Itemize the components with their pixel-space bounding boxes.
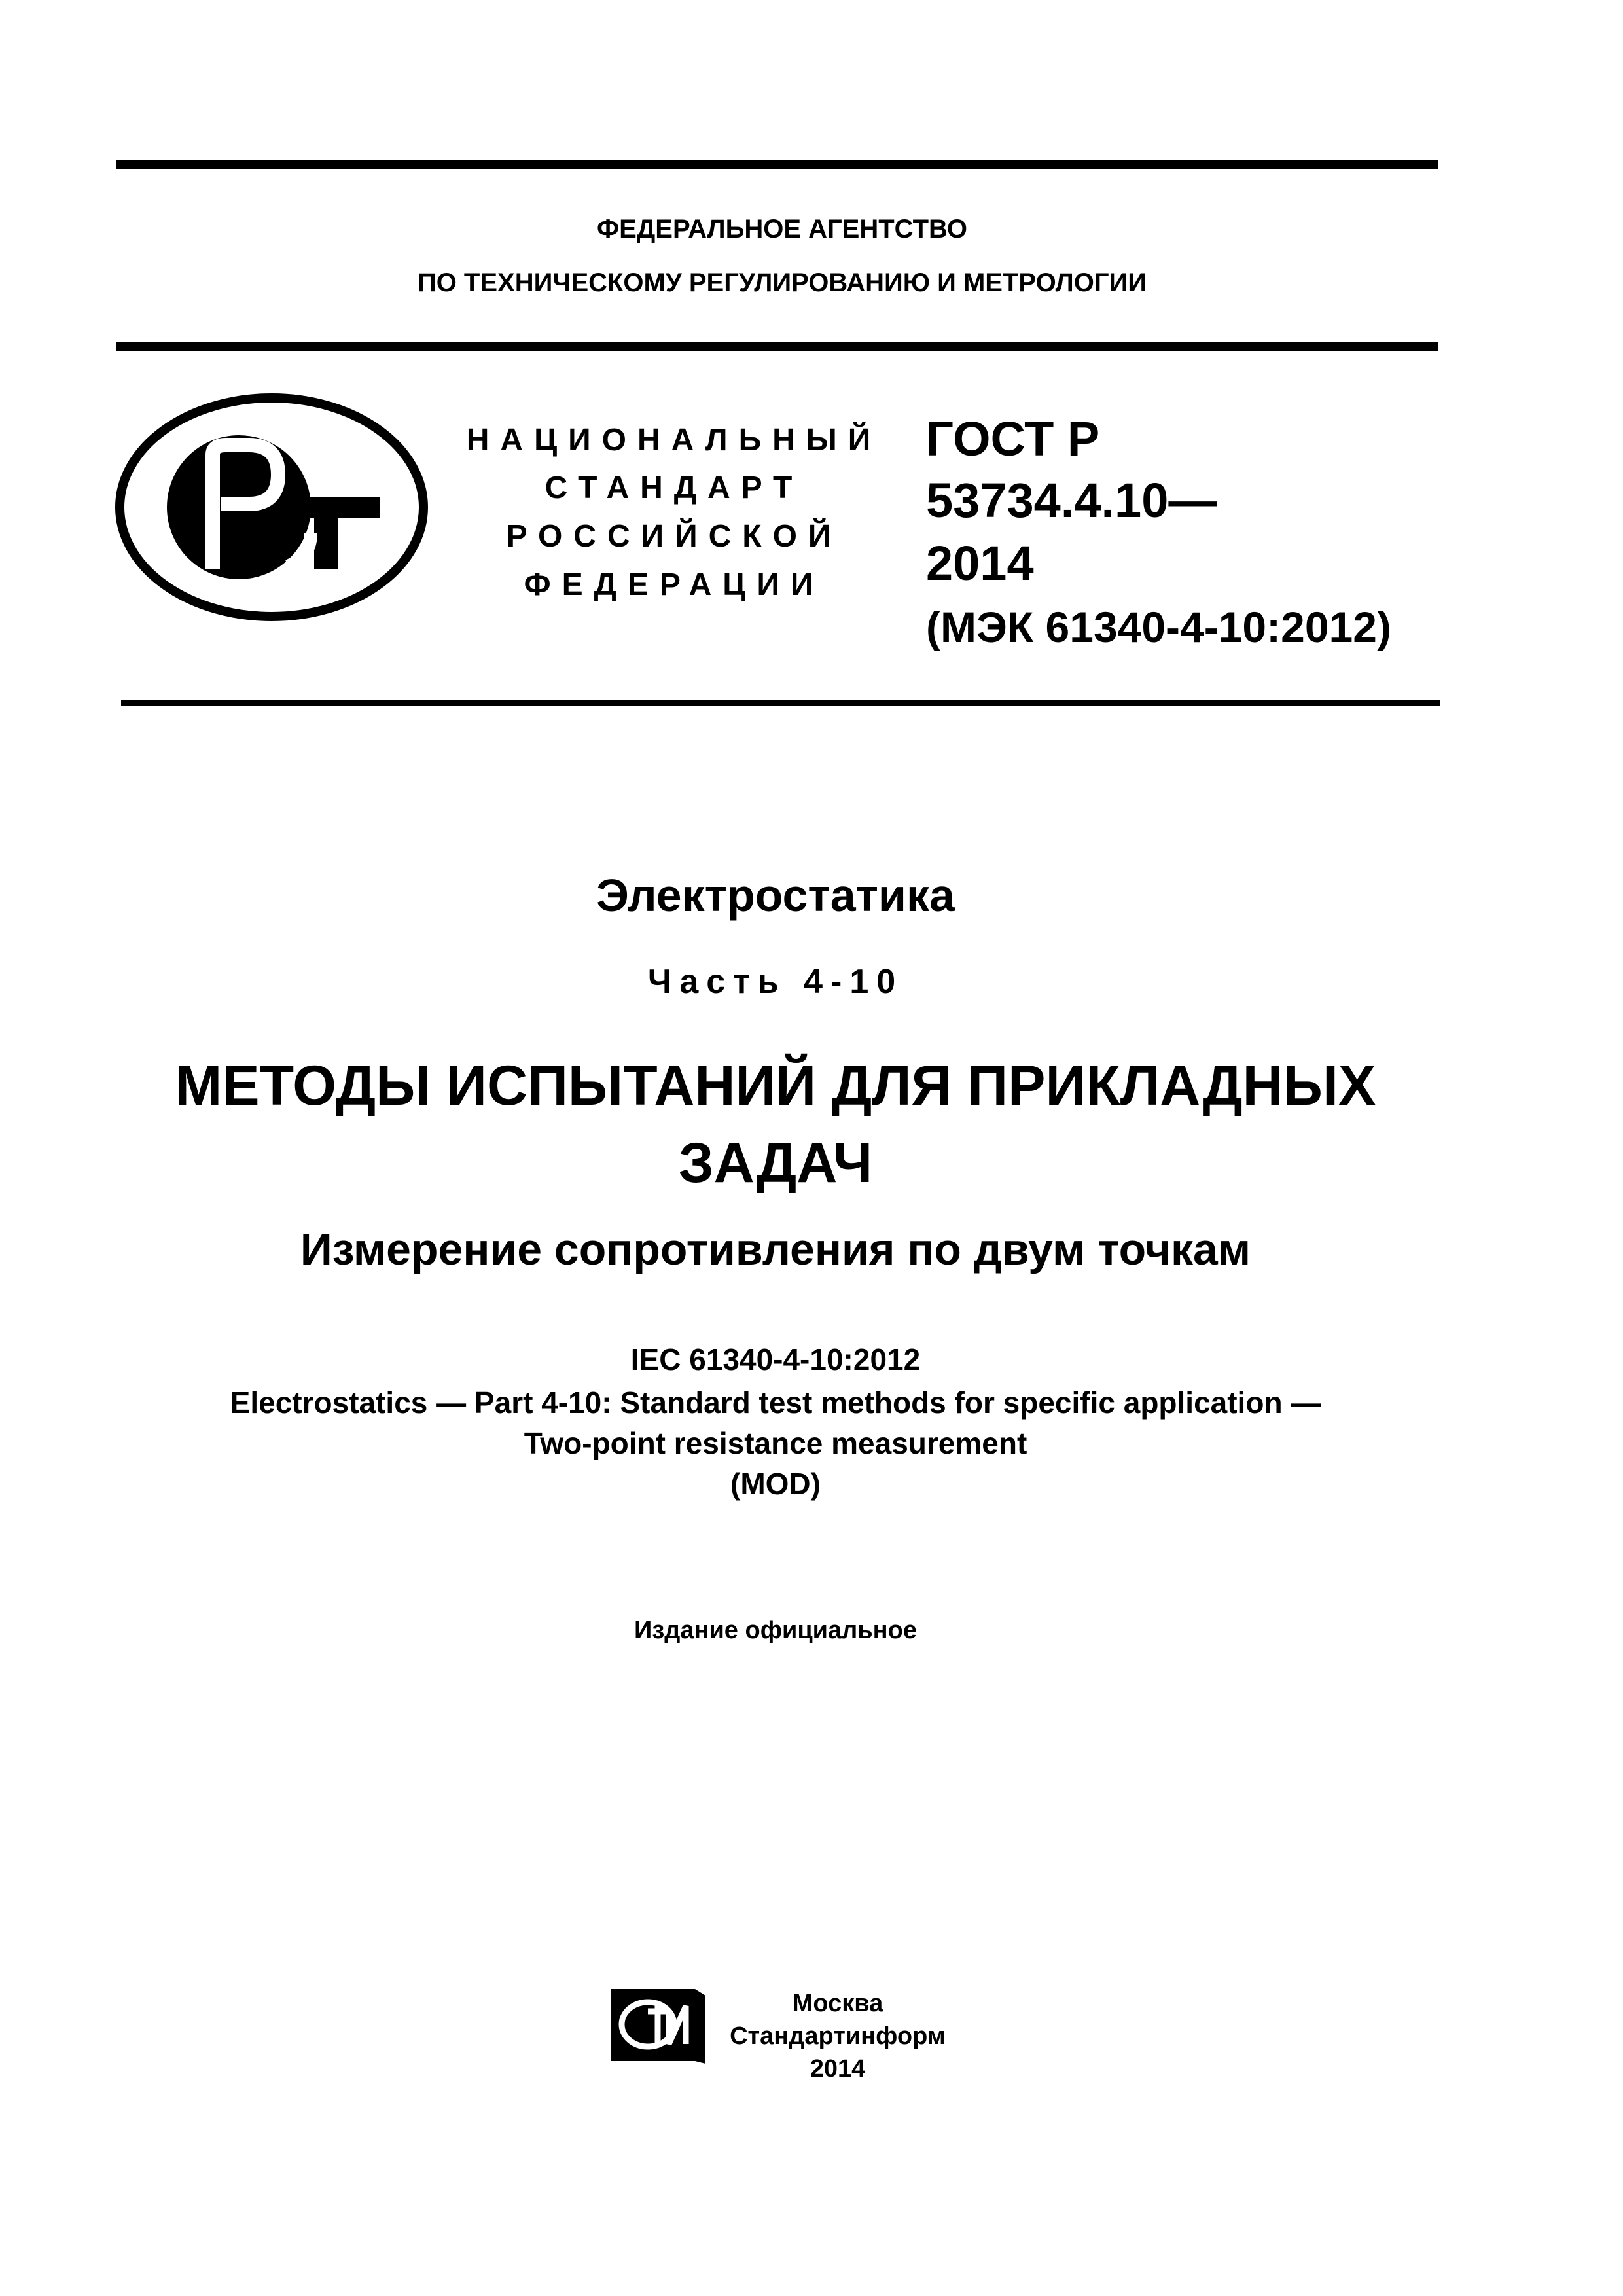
publisher-name: Стандартинформ — [730, 2022, 946, 2050]
publication-year: 2014 — [810, 2055, 866, 2083]
top-rule — [116, 160, 1438, 169]
gost-designation-line-1: ГОСТ Р — [926, 412, 1100, 466]
standartinform-logo-icon — [609, 1986, 707, 2065]
national-standard-line-1: НАЦИОНАЛЬНЫЙ — [466, 423, 882, 457]
designation-bottom-rule — [121, 700, 1440, 706]
iec-title-line-1: Electrostatics — Part 4-10: Standard test methods for specific application — — [230, 1386, 1321, 1420]
national-standard-line-3: РОССИЙСКОЙ — [506, 519, 842, 554]
part-number: Часть 4-10 — [647, 963, 904, 1001]
iec-equivalent-designation: (МЭК 61340-4-10:2012) — [926, 603, 1391, 651]
publisher-city: Москва — [792, 1990, 883, 2017]
agency-name-line-2: ПО ТЕХНИЧЕСКОМУ РЕГУЛИРОВАНИЮ И МЕТРОЛОГИИ — [417, 268, 1147, 297]
rst-certification-mark-icon — [115, 393, 429, 622]
edition-label: Издание официальное — [634, 1617, 917, 1644]
agency-name-line-1: ФЕДЕРАЛЬНОЕ АГЕНТСТВО — [596, 215, 968, 243]
gost-designation-year: 2014 — [926, 536, 1034, 590]
national-standard-line-2: СТАНДАРТ — [544, 471, 804, 505]
topic-title: Электростатика — [596, 870, 955, 921]
iec-code: IEC 61340-4-10:2012 — [630, 1342, 921, 1376]
national-standard-line-4: ФЕДЕРАЦИИ — [524, 567, 825, 602]
agency-bottom-rule — [116, 342, 1438, 351]
iec-title-line-2: Two-point resistance measurement — [524, 1426, 1027, 1460]
subtitle: Измерение сопротивления по двум точкам — [300, 1225, 1251, 1274]
main-title-line-2: ЗАДАЧ — [678, 1132, 873, 1194]
main-title-line-1: МЕТОДЫ ИСПЫТАНИЙ ДЛЯ ПРИКЛАДНЫХ — [175, 1054, 1376, 1117]
modification-note: (MOD) — [730, 1467, 821, 1501]
gost-designation-line-2: 53734.4.10— — [926, 473, 1217, 528]
